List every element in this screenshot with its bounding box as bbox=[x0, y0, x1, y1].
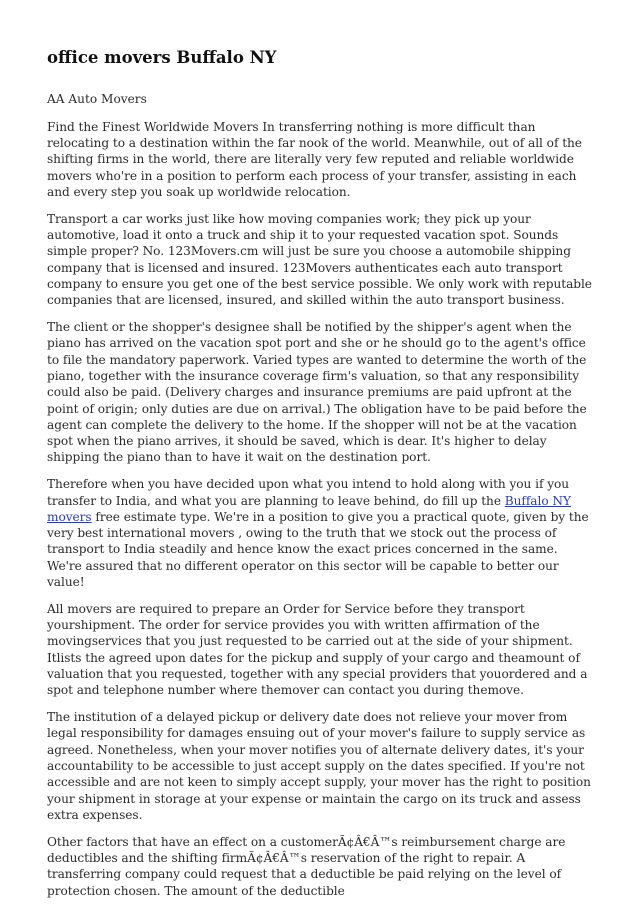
paragraph-2: Transport a car works just like how moving companies work; they pick up your automotive, load it onto a truck and ship it to your requested vacation spot. Sounds simple proper? No. 123Movers.cm will just be sure you choose a automobile shipping company that is licensed and insured. 123Movers authenticates each auto transport company to ensure you get one of the best service possible. We only work with reputable companies that are licensed, insured, and skilled within the auto transport business. bbox=[47, 211, 592, 308]
paragraph-4-text-after: free estimate type. We're in a position to give you a practical quote, given by the very best international movers , owing to the truth that we stock out the process of transport to India steadily and hence know the exact prices concerned in the same. We're assured that no different operator on this sector will be capable to better our value! bbox=[47, 509, 589, 590]
paragraph-1: Find the Finest Worldwide Movers In transferring nothing is more difficult than relocating to a destination within the far nook of the world. Meanwhile, out of all of the shifting firms in the world, there are literally very few reputed and reliable worldwide movers who're in a position to perform each process of your transfer, assisting in each and every step you soak up worldwide relocation. bbox=[47, 119, 582, 199]
buffalo-ny-movers-link[interactable]: Buffalo NY movers bbox=[47, 493, 571, 524]
paragraph-4 bbox=[47, 476, 595, 590]
subheading: AA Auto Movers bbox=[47, 92, 147, 106]
page-title: office movers Buffalo NY bbox=[47, 48, 277, 67]
paragraph-4-text-before: Therefore when you have decided upon what you intend to hold along with you if you transfer to India, and what you are planning to leave behind, do fill up the bbox=[47, 477, 570, 508]
paragraph-3: The client or the shopper's designee shall be notified by the shipper's agent when the piano has arrived on the vacation spot port and she or he should go to the agent's office to file the mandatory paperwork. Varied types are wanted to determine the worth of the piano, together with the insurance coverage firm's valuation, so that any responsibility could also be paid. (Delivery charges and insurance premiums are paid upfront at the point of origin; only duties are due on arrival.) The obligation have to be paid before the agent can complete the delivery to the home. If the shopper will not be at the vacation spot when the piano arrives, it should be saved, which is dear. It's higher to delay shipping the piano than to have it wait on the destination port. bbox=[47, 320, 587, 465]
paragraph-5: All movers are required to prepare an Order for Service before they transport yourshipment. The order for service provides you with written affirmation of the movingservices that you just requested to be carried out at the side of your shipment. Itlists the agreed upon dates for the pickup and supply of your cargo and theamount of valuation that you requested, together with any special providers that youordered and a spot and telephone number where themover can contact you during themove. bbox=[47, 601, 588, 698]
paragraph-7: Other factors that have an effect on a customerÃ¢Â€Â™s reimbursement charge are deductibles and the shifting firmÃ¢Â€Â™s reservation of the right to repair. A transferring company could request that a deductible be paid relying on the level of protection chosen. The amount of the deductible bbox=[47, 834, 566, 898]
document-page bbox=[47, 47, 595, 909]
paragraph-6: The institution of a delayed pickup or delivery date does not relieve your mover from legal responsibility for damages ensuing out of your mover's failure to supply service as agreed. Nonetheless, when your mover notifies you of alternate delivery dates, it's your accountability to be accessible to just accept supply on the dates specified. If you're not accessible and are not keen to simply accept supply, your mover has the right to position your shipment in storage at your expense or maintain the cargo on its truck and assess extra expenses. bbox=[47, 710, 591, 822]
